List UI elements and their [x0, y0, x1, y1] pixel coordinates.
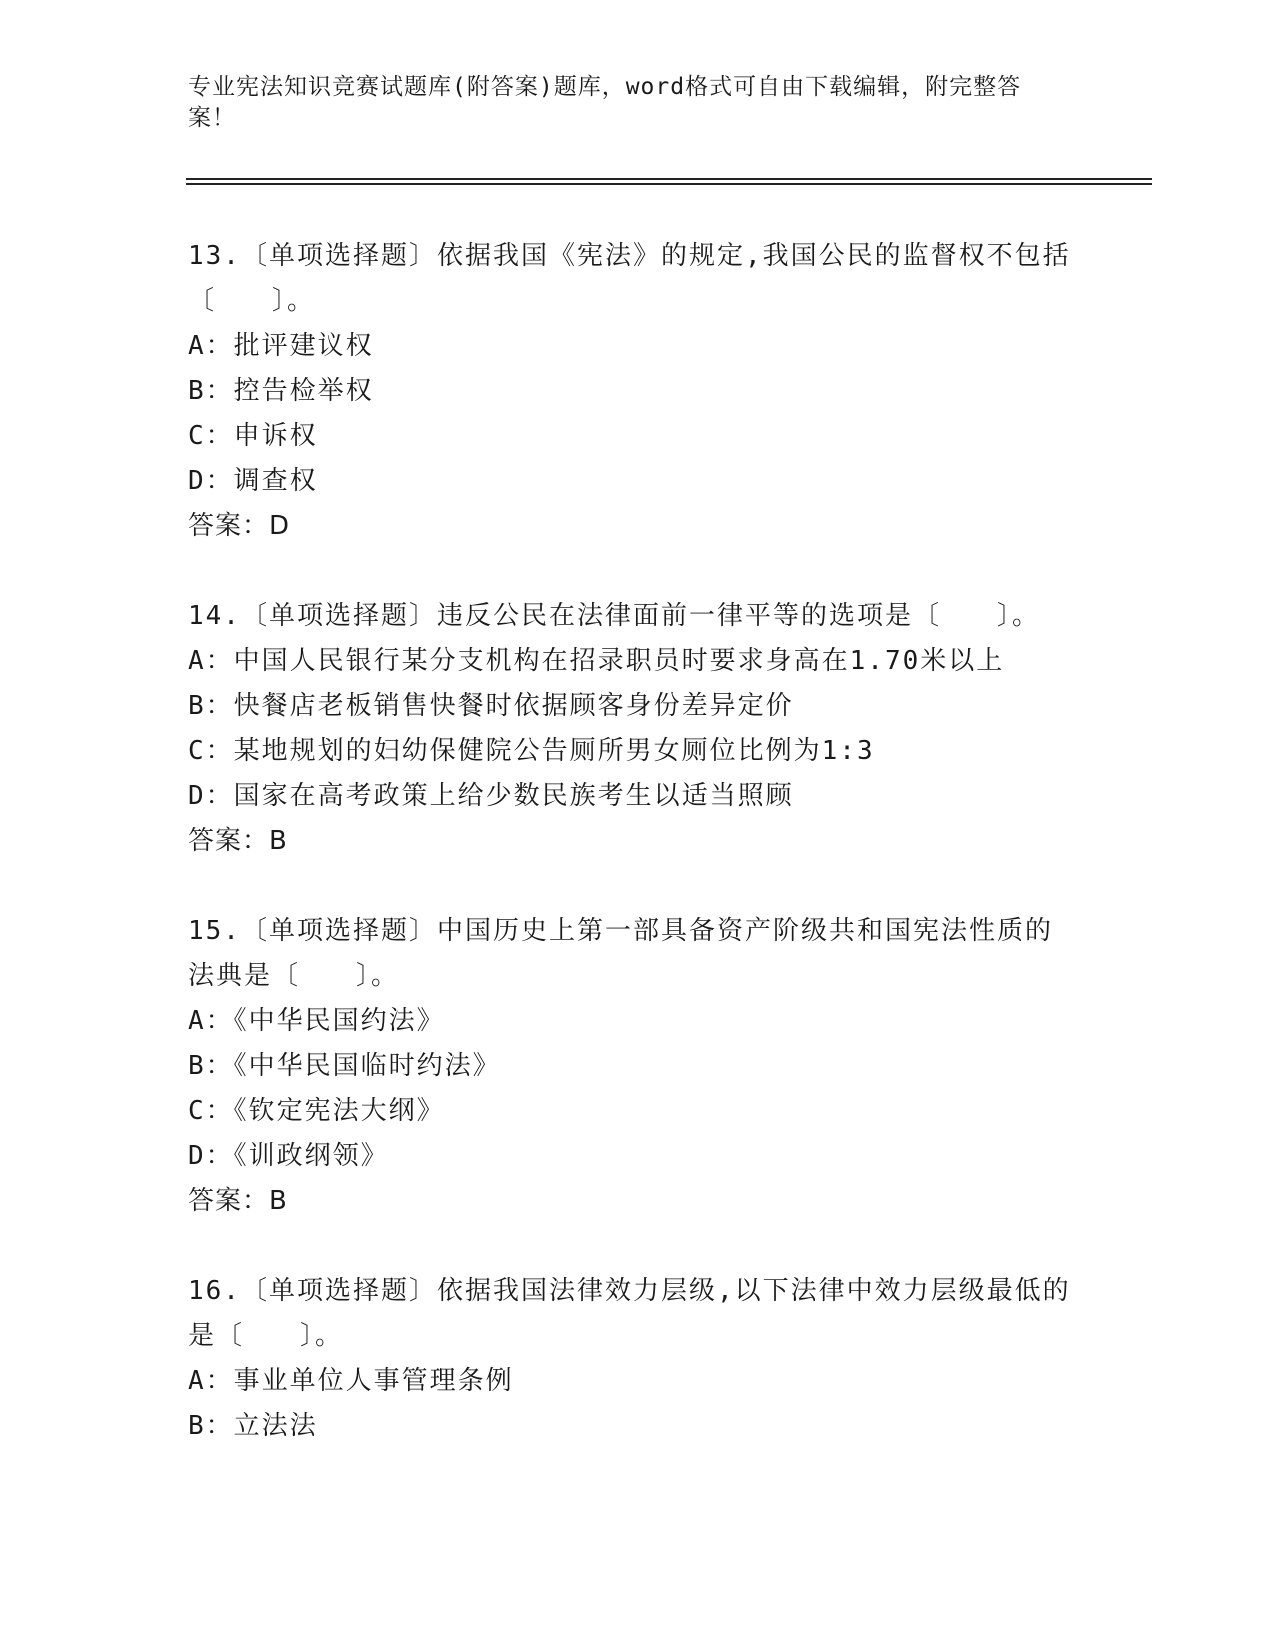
answer-line: 答案：B [188, 1186, 288, 1216]
option-b: B：《中华民国临时约法》 [188, 1051, 501, 1081]
question-list [188, 234, 1108, 1494]
question-stem: 14.〔单项选择题〕违反公民在法律面前一律平等的选项是〔 〕。 [188, 601, 1040, 631]
option-a: A：事业单位人事管理条例 [188, 1366, 514, 1396]
question-13 [188, 234, 1108, 549]
option-b: B：快餐店老板销售快餐时依据顾客身份差异定价 [188, 691, 794, 721]
answer-line: 答案：B [188, 826, 288, 856]
option-c: C：某地规划的妇幼保健院公告厕所男女厕位比例为1:3 [188, 736, 875, 766]
question-16 [188, 1269, 1108, 1449]
question-15 [188, 909, 1108, 1224]
option-a: A：批评建议权 [188, 331, 374, 361]
option-a: A：《中华民国约法》 [188, 1006, 445, 1036]
question-stem: 13.〔单项选择题〕依据我国《宪法》的规定,我国公民的监督权不包括〔 〕。 [188, 241, 1071, 316]
option-a: A：中国人民银行某分支机构在招录职员时要求身高在1.70米以上 [188, 646, 1005, 676]
header-divider-top [186, 178, 1152, 180]
option-d: D：《训政纲领》 [188, 1141, 389, 1171]
header-divider-bottom [186, 183, 1152, 185]
question-stem: 16.〔单项选择题〕依据我国法律效力层级,以下法律中效力层级最低的是〔 〕。 [188, 1276, 1071, 1351]
option-b: B：立法法 [188, 1411, 318, 1441]
answer-line: 答案：D [188, 511, 291, 541]
question-stem: 15.〔单项选择题〕中国历史上第一部具备资产阶级共和国宪法性质的法典是〔 〕。 [188, 916, 1053, 991]
option-c: C：申诉权 [188, 421, 318, 451]
option-d: D：调查权 [188, 466, 318, 496]
document-header: 专业宪法知识竞赛试题库(附答案)题库，word格式可自由下载编辑，附完整答案！ [188, 74, 1022, 131]
option-d: D：国家在高考政策上给少数民族考生以适当照顾 [188, 781, 794, 811]
question-14 [188, 594, 1108, 864]
option-b: B：控告检举权 [188, 376, 374, 406]
option-c: C：《钦定宪法大纲》 [188, 1096, 445, 1126]
